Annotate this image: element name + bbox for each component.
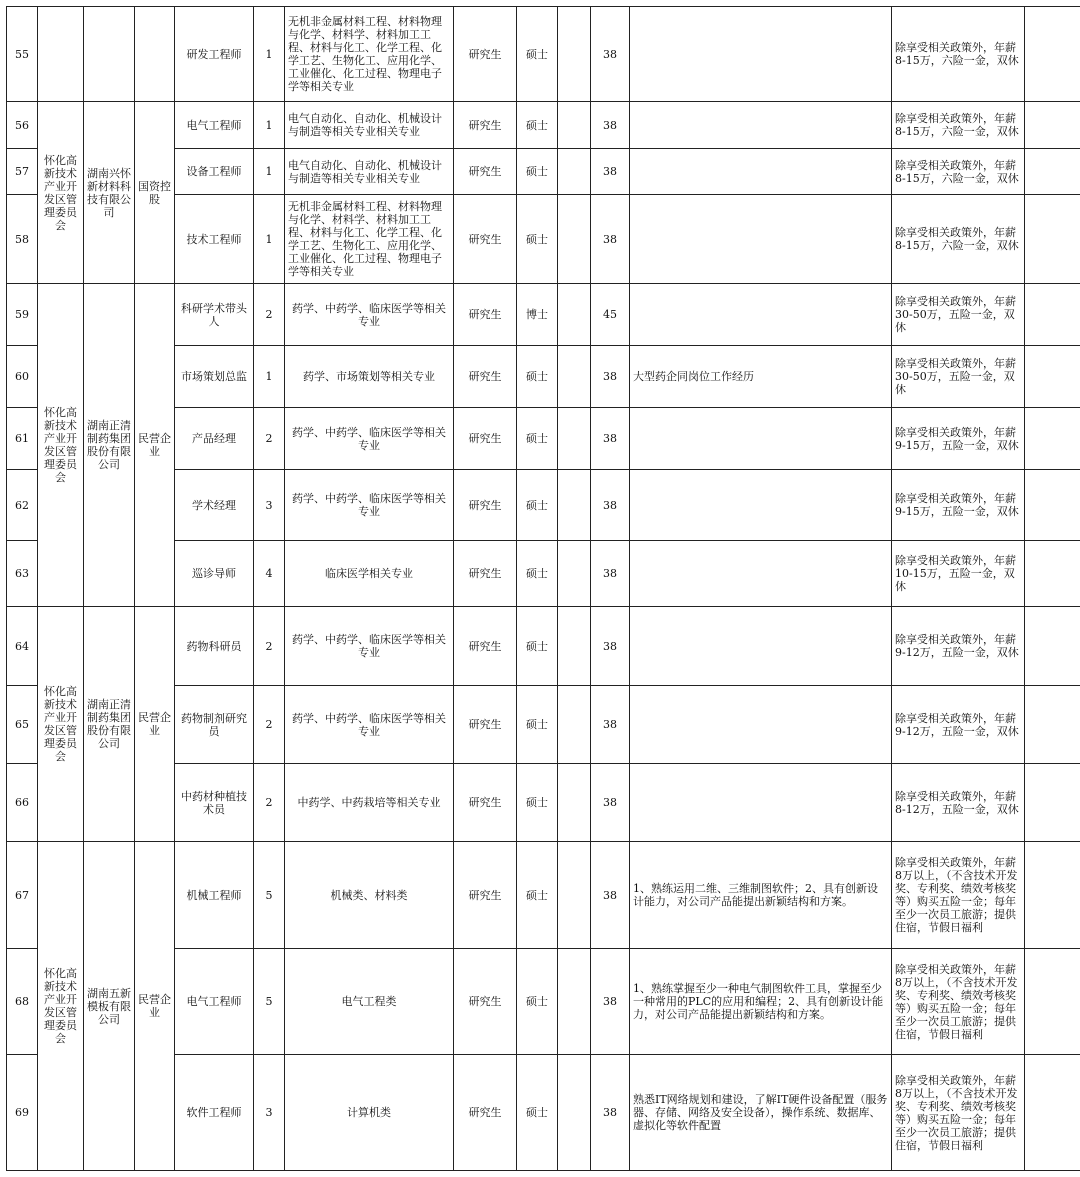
education-cell: 研究生 (454, 149, 517, 195)
major-cell: 药学、中药学、临床医学等相关专业 (285, 408, 454, 470)
benefits-cell: 除享受相关政策外，年薪8-15万，六险一金，双休 (892, 195, 1025, 284)
row-number: 64 (7, 607, 38, 686)
other-requirements-cell (630, 149, 892, 195)
remarks-cell (1025, 408, 1080, 470)
department-cell: 怀化高新技术产业开发区管理委员会 (38, 607, 84, 842)
table-row (7, 284, 1080, 346)
age-cell: 38 (591, 195, 630, 284)
enterprise-type-cell: 民营企业 (135, 842, 175, 1171)
position-cell: 软件工程师 (175, 1055, 254, 1171)
education-cell: 研究生 (454, 346, 517, 408)
row-number: 61 (7, 408, 38, 470)
department-cell (38, 7, 84, 102)
other-requirements-cell: 熟悉IT网络规划和建设，了解IT硬件设备配置（服务器、存储、网络及安全设备），操作系统、数据库、虚拟化等软件配置 (630, 1055, 892, 1171)
remarks-cell (1025, 7, 1080, 102)
count-cell: 1 (254, 149, 285, 195)
other-requirements-cell (630, 7, 892, 102)
enterprise-type-cell: 国资控股 (135, 102, 175, 284)
degree-cell: 硕士 (517, 607, 558, 686)
major-cell: 电气工程类 (285, 949, 454, 1055)
degree-cell: 硕士 (517, 1055, 558, 1171)
remarks-cell (1025, 284, 1080, 346)
major-cell: 药学、市场策划等相关专业 (285, 346, 454, 408)
position-cell: 药物制剂研究员 (175, 686, 254, 764)
major-cell: 药学、中药学、临床医学等相关专业 (285, 470, 454, 541)
benefits-cell: 除享受相关政策外，年薪8万以上，（不含技术开发奖、专利奖、绩效考核奖等）购买五险一金；每年至少一次员工旅游；提供住宿，节假日福利 (892, 1055, 1025, 1171)
recruitment-table (6, 6, 1080, 1171)
benefits-cell: 除享受相关政策外，年薪8-12万，五险一金，双休 (892, 764, 1025, 842)
degree-cell: 硕士 (517, 149, 558, 195)
row-number: 57 (7, 149, 38, 195)
benefits-cell: 除享受相关政策外，年薪10-15万，五险一金，双休 (892, 541, 1025, 607)
other-requirements-cell (630, 102, 892, 149)
position-cell: 设备工程师 (175, 149, 254, 195)
position-cell: 电气工程师 (175, 949, 254, 1055)
department-cell: 怀化高新技术产业开发区管理委员会 (38, 842, 84, 1171)
age-cell: 38 (591, 842, 630, 949)
count-cell: 5 (254, 842, 285, 949)
company-cell: 湖南兴怀新材料科技有限公司 (84, 102, 135, 284)
position-cell: 产品经理 (175, 408, 254, 470)
education-cell: 研究生 (454, 764, 517, 842)
other-requirements-cell (630, 686, 892, 764)
department-cell: 怀化高新技术产业开发区管理委员会 (38, 284, 84, 607)
enterprise-type-cell (135, 7, 175, 102)
education-cell: 研究生 (454, 1055, 517, 1171)
degree-cell: 硕士 (517, 949, 558, 1055)
degree-cell: 硕士 (517, 842, 558, 949)
degree-cell: 硕士 (517, 686, 558, 764)
age-cell: 38 (591, 541, 630, 607)
remarks-cell (1025, 541, 1080, 607)
other-requirements-cell (630, 470, 892, 541)
benefits-cell: 除享受相关政策外，年薪8万以上，（不含技术开发奖、专利奖、绩效考核奖等）购买五险一金；每年至少一次员工旅游；提供住宿，节假日福利 (892, 842, 1025, 949)
age-cell: 38 (591, 764, 630, 842)
education-cell: 研究生 (454, 195, 517, 284)
company-cell: 湖南五新模板有限公司 (84, 842, 135, 1171)
count-cell: 2 (254, 607, 285, 686)
degree-cell: 硕士 (517, 541, 558, 607)
company-cell (84, 7, 135, 102)
blank-cell (558, 1055, 591, 1171)
major-cell: 电气自动化、自动化、机械设计与制造等相关专业相关专业 (285, 102, 454, 149)
education-cell: 研究生 (454, 7, 517, 102)
benefits-cell: 除享受相关政策外，年薪9-12万，五险一金，双休 (892, 686, 1025, 764)
age-cell: 38 (591, 346, 630, 408)
age-cell: 38 (591, 949, 630, 1055)
row-number: 63 (7, 541, 38, 607)
age-cell: 38 (591, 686, 630, 764)
count-cell: 2 (254, 408, 285, 470)
benefits-cell: 除享受相关政策外，年薪9-15万，五险一金，双休 (892, 470, 1025, 541)
other-requirements-cell: 大型药企同岗位工作经历 (630, 346, 892, 408)
benefits-cell: 除享受相关政策外，年薪8-15万，六险一金，双休 (892, 102, 1025, 149)
count-cell: 2 (254, 764, 285, 842)
major-cell: 计算机类 (285, 1055, 454, 1171)
count-cell: 2 (254, 686, 285, 764)
blank-cell (558, 949, 591, 1055)
remarks-cell (1025, 1055, 1080, 1171)
count-cell: 1 (254, 102, 285, 149)
blank-cell (558, 842, 591, 949)
position-cell: 巡诊导师 (175, 541, 254, 607)
position-cell: 科研学术带头人 (175, 284, 254, 346)
other-requirements-cell: 1、熟练掌握至少一种电气制图软件工具，掌握至少一种常用的PLC的应用和编程；2、具有创新设计能力，对公司产品能提出新颖结构和方案。 (630, 949, 892, 1055)
row-number: 67 (7, 842, 38, 949)
row-number: 66 (7, 764, 38, 842)
position-cell: 中药材种植技术员 (175, 764, 254, 842)
position-cell: 技术工程师 (175, 195, 254, 284)
benefits-cell: 除享受相关政策外，年薪8-15万，六险一金，双休 (892, 149, 1025, 195)
remarks-cell (1025, 949, 1080, 1055)
blank-cell (558, 346, 591, 408)
age-cell: 38 (591, 1055, 630, 1171)
remarks-cell (1025, 470, 1080, 541)
row-number: 69 (7, 1055, 38, 1171)
row-number: 62 (7, 470, 38, 541)
enterprise-type-cell: 民营企业 (135, 284, 175, 607)
position-cell: 药物科研员 (175, 607, 254, 686)
blank-cell (558, 541, 591, 607)
age-cell: 38 (591, 408, 630, 470)
table-row (7, 607, 1080, 686)
blank-cell (558, 195, 591, 284)
enterprise-type-cell: 民营企业 (135, 607, 175, 842)
table-row (7, 102, 1080, 149)
age-cell: 38 (591, 470, 630, 541)
count-cell: 1 (254, 346, 285, 408)
row-number: 68 (7, 949, 38, 1055)
position-cell: 机械工程师 (175, 842, 254, 949)
remarks-cell (1025, 149, 1080, 195)
education-cell: 研究生 (454, 102, 517, 149)
position-cell: 学术经理 (175, 470, 254, 541)
position-cell: 电气工程师 (175, 102, 254, 149)
remarks-cell (1025, 607, 1080, 686)
other-requirements-cell: 1、熟练运用二维、三维制图软件；2、具有创新设计能力，对公司产品能提出新颖结构和方案。 (630, 842, 892, 949)
count-cell: 2 (254, 284, 285, 346)
blank-cell (558, 607, 591, 686)
other-requirements-cell (630, 195, 892, 284)
table-row (7, 842, 1080, 949)
degree-cell: 硕士 (517, 195, 558, 284)
count-cell: 1 (254, 7, 285, 102)
major-cell: 无机非金属材料工程、材料物理与化学、材料学、材料加工工程、材料与化工、化学工程、化学工艺、生物化工、应用化学、工业催化、化工过程、物理电子学等相关专业 (285, 7, 454, 102)
benefits-cell: 除享受相关政策外，年薪8万以上，（不含技术开发奖、专利奖、绩效考核奖等）购买五险一金；每年至少一次员工旅游；提供住宿，节假日福利 (892, 949, 1025, 1055)
degree-cell: 硕士 (517, 346, 558, 408)
blank-cell (558, 408, 591, 470)
position-cell: 市场策划总监 (175, 346, 254, 408)
benefits-cell: 除享受相关政策外，年薪30-50万，五险一金，双休 (892, 346, 1025, 408)
major-cell: 药学、中药学、临床医学等相关专业 (285, 686, 454, 764)
major-cell: 中药学、中药栽培等相关专业 (285, 764, 454, 842)
other-requirements-cell (630, 607, 892, 686)
benefits-cell: 除享受相关政策外，年薪8-15万，六险一金，双休 (892, 7, 1025, 102)
benefits-cell: 除享受相关政策外，年薪30-50万，五险一金，双休 (892, 284, 1025, 346)
other-requirements-cell (630, 284, 892, 346)
degree-cell: 硕士 (517, 102, 558, 149)
blank-cell (558, 470, 591, 541)
age-cell: 38 (591, 7, 630, 102)
remarks-cell (1025, 686, 1080, 764)
education-cell: 研究生 (454, 842, 517, 949)
row-number: 59 (7, 284, 38, 346)
education-cell: 研究生 (454, 949, 517, 1055)
count-cell: 3 (254, 1055, 285, 1171)
degree-cell: 硕士 (517, 470, 558, 541)
benefits-cell: 除享受相关政策外，年薪9-15万，五险一金，双休 (892, 408, 1025, 470)
department-cell: 怀化高新技术产业开发区管理委员会 (38, 102, 84, 284)
degree-cell: 博士 (517, 284, 558, 346)
row-number: 58 (7, 195, 38, 284)
remarks-cell (1025, 102, 1080, 149)
table-row (7, 7, 1080, 102)
position-cell: 研发工程师 (175, 7, 254, 102)
degree-cell: 硕士 (517, 7, 558, 102)
count-cell: 3 (254, 470, 285, 541)
age-cell: 38 (591, 607, 630, 686)
remarks-cell (1025, 764, 1080, 842)
major-cell: 机械类、材料类 (285, 842, 454, 949)
row-number: 65 (7, 686, 38, 764)
row-number: 56 (7, 102, 38, 149)
education-cell: 研究生 (454, 686, 517, 764)
count-cell: 5 (254, 949, 285, 1055)
remarks-cell (1025, 195, 1080, 284)
education-cell: 研究生 (454, 541, 517, 607)
major-cell: 无机非金属材料工程、材料物理与化学、材料学、材料加工工程、材料与化工、化学工程、化学工艺、生物化工、应用化学、工业催化、化工过程、物理电子学等相关专业 (285, 195, 454, 284)
major-cell: 电气自动化、自动化、机械设计与制造等相关专业相关专业 (285, 149, 454, 195)
blank-cell (558, 284, 591, 346)
education-cell: 研究生 (454, 408, 517, 470)
blank-cell (558, 686, 591, 764)
blank-cell (558, 764, 591, 842)
benefits-cell: 除享受相关政策外，年薪9-12万，五险一金，双休 (892, 607, 1025, 686)
degree-cell: 硕士 (517, 764, 558, 842)
remarks-cell (1025, 842, 1080, 949)
row-number: 55 (7, 7, 38, 102)
education-cell: 研究生 (454, 284, 517, 346)
age-cell: 45 (591, 284, 630, 346)
other-requirements-cell (630, 764, 892, 842)
major-cell: 临床医学相关专业 (285, 541, 454, 607)
remarks-cell (1025, 346, 1080, 408)
row-number: 60 (7, 346, 38, 408)
degree-cell: 硕士 (517, 408, 558, 470)
company-cell: 湖南正清制药集团股份有限公司 (84, 284, 135, 607)
other-requirements-cell (630, 408, 892, 470)
age-cell: 38 (591, 149, 630, 195)
count-cell: 1 (254, 195, 285, 284)
education-cell: 研究生 (454, 470, 517, 541)
count-cell: 4 (254, 541, 285, 607)
education-cell: 研究生 (454, 607, 517, 686)
major-cell: 药学、中药学、临床医学等相关专业 (285, 284, 454, 346)
blank-cell (558, 149, 591, 195)
major-cell: 药学、中药学、临床医学等相关专业 (285, 607, 454, 686)
other-requirements-cell (630, 541, 892, 607)
company-cell: 湖南正清制药集团股份有限公司 (84, 607, 135, 842)
age-cell: 38 (591, 102, 630, 149)
blank-cell (558, 7, 591, 102)
blank-cell (558, 102, 591, 149)
